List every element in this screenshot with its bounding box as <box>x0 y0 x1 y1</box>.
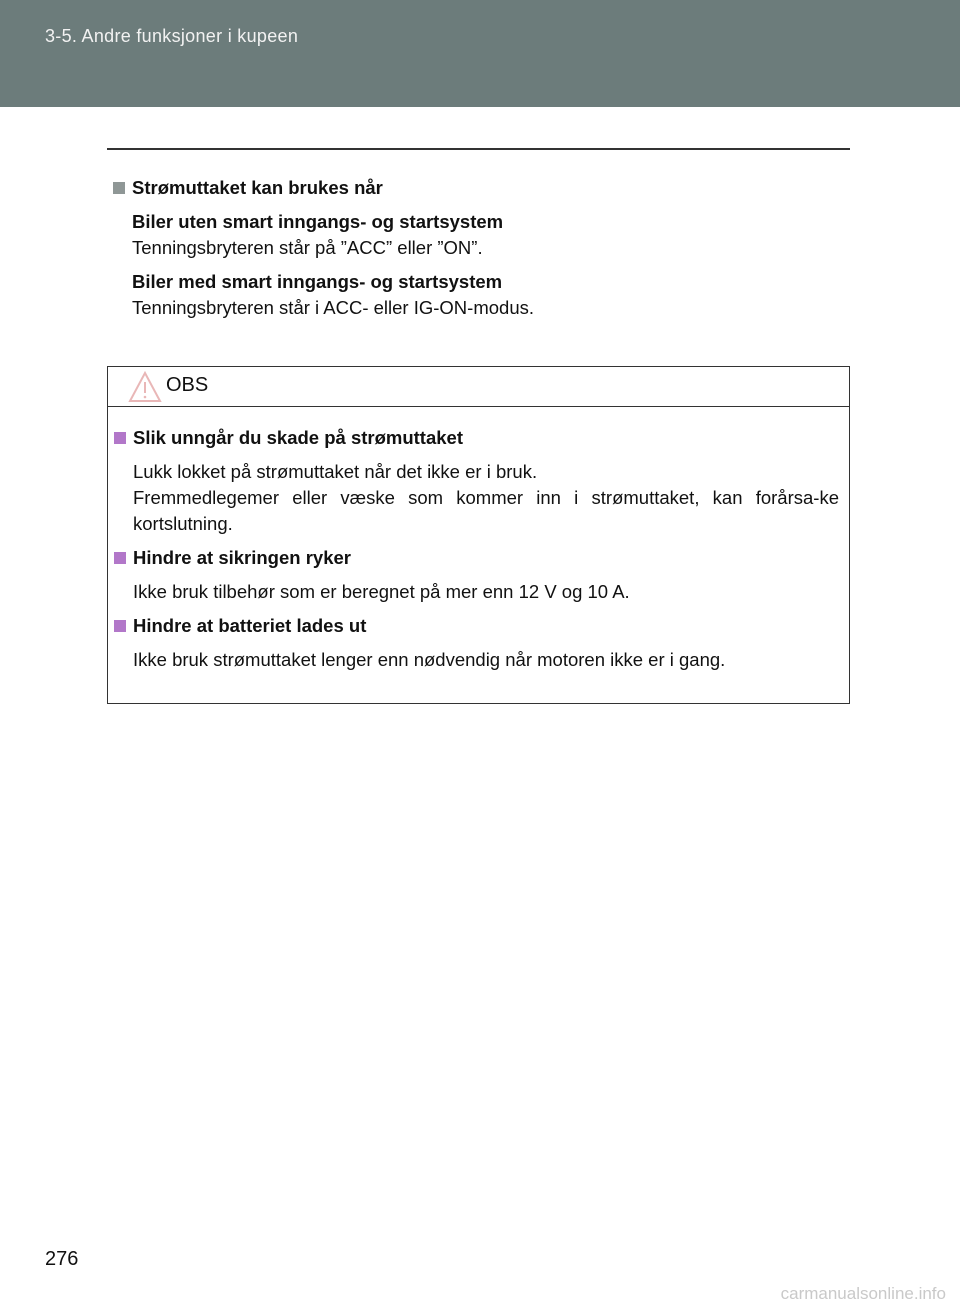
notice-item-heading <box>114 545 839 571</box>
usage-item <box>113 269 850 321</box>
notice-line: Lukk lokket på strømuttaket når det ikke er i bruk. <box>133 461 538 482</box>
notice-item <box>114 545 839 605</box>
square-bullet-icon <box>114 552 126 564</box>
notice-header <box>108 367 849 407</box>
warning-triangle-icon <box>128 371 162 403</box>
square-bullet-icon <box>114 432 126 444</box>
notice-box <box>107 366 850 704</box>
divider-rule <box>107 148 850 150</box>
square-bullet-icon <box>114 620 126 632</box>
usage-heading-text: Strømuttaket kan brukes når <box>132 177 383 198</box>
usage-section <box>113 175 850 321</box>
notice-item-text <box>114 579 839 605</box>
usage-heading <box>113 175 850 201</box>
notice-title: OBS <box>166 374 209 396</box>
usage-item-text: Tenningsbryteren står i ACC- eller IG-ON-modus. <box>132 297 534 318</box>
notice-item <box>114 613 839 673</box>
section-title: 3-5. Andre funksjoner i kupeen <box>45 26 299 46</box>
usage-item-title: Biler med smart inngangs- og startsystem <box>132 271 503 292</box>
notice-line: Fremmedlegemer eller væske som kommer inn i strømuttaket, kan forårsa-ke kortslutning. <box>133 487 839 534</box>
notice-item-text <box>114 647 839 673</box>
usage-item-text: Tenningsbryteren står på ”ACC” eller ”ON”. <box>132 237 483 258</box>
notice-line: Ikke bruk strømuttaket lenger enn nødvendig når motoren ikke er i gang. <box>133 649 726 670</box>
page-number: 276 <box>45 1248 79 1270</box>
usage-item-title: Biler uten smart inngangs- og startsystem <box>132 211 504 232</box>
notice-item-heading-text: Hindre at sikringen ryker <box>133 547 351 568</box>
notice-item-heading-text: Slik unngår du skade på strømuttaket <box>133 427 463 448</box>
notice-item-heading <box>114 613 839 639</box>
notice-item-text <box>114 459 839 537</box>
notice-item <box>114 425 839 537</box>
header-band <box>0 0 960 107</box>
notice-body <box>108 407 849 673</box>
watermark: carmanualsonline.info <box>780 1284 946 1303</box>
notice-item-heading-text: Hindre at batteriet lades ut <box>133 615 367 636</box>
notice-line: Ikke bruk tilbehør som er beregnet på mer enn 12 V og 10 A. <box>133 581 630 602</box>
square-bullet-icon <box>113 182 125 194</box>
usage-item <box>113 209 850 261</box>
notice-item-heading <box>114 425 839 451</box>
